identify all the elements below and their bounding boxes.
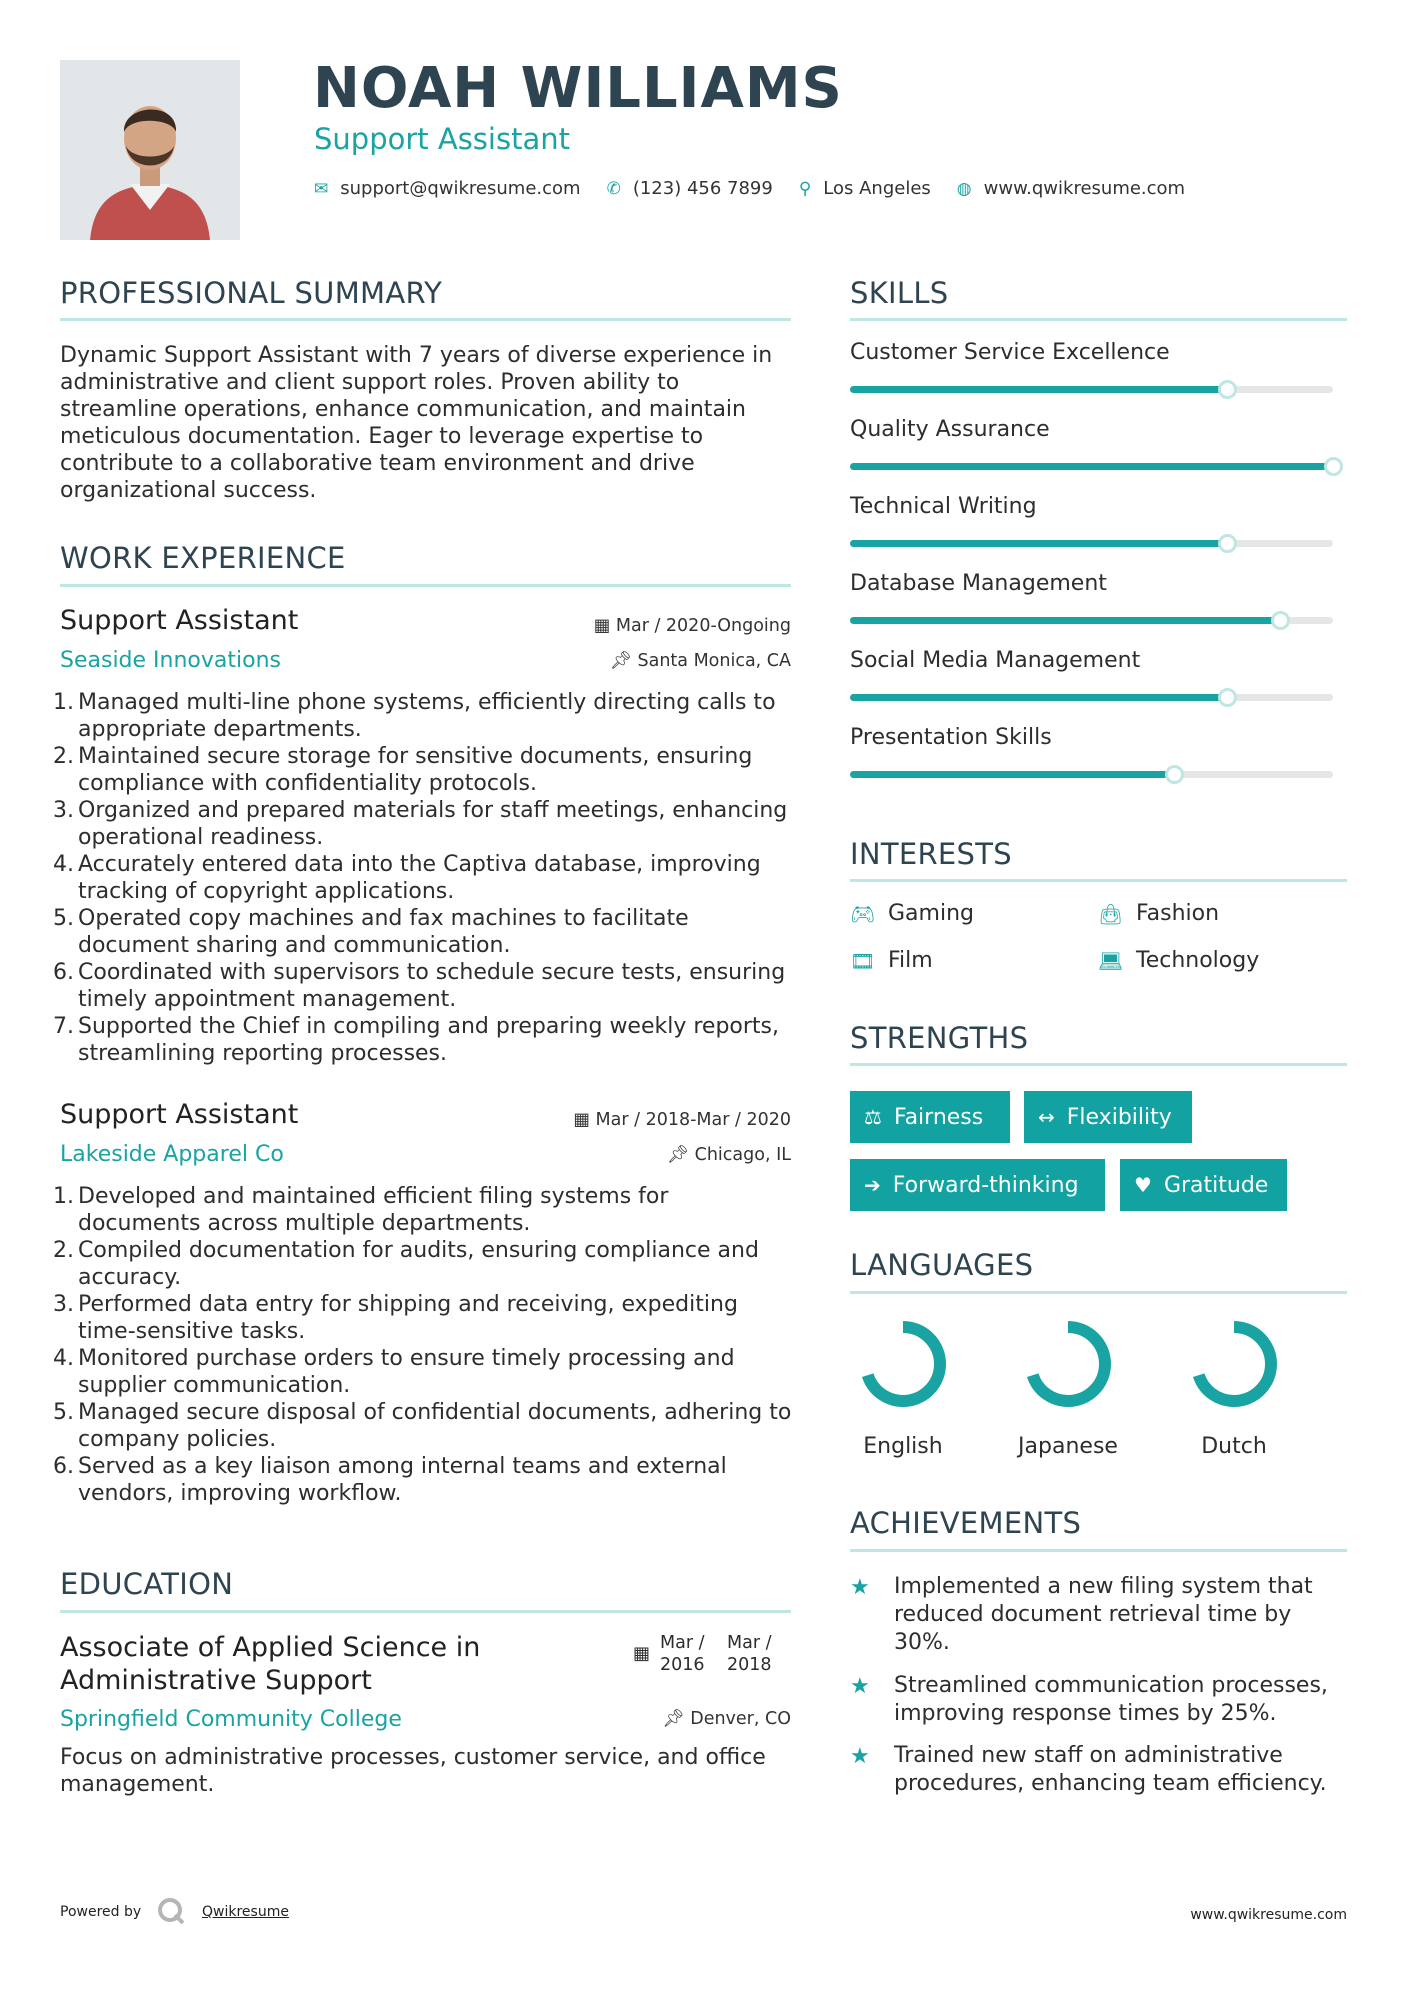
balance-scale-icon: ⚖ bbox=[864, 1105, 882, 1129]
footer-website[interactable]: www.qwikresume.com bbox=[1190, 1907, 1347, 1923]
language-name: Dutch bbox=[1201, 1434, 1267, 1459]
duty-item bbox=[53, 1183, 795, 1237]
interest-item: 🎞︎ Film bbox=[850, 948, 933, 973]
duty-number: 2. bbox=[53, 744, 74, 769]
experience-heading: WORK EXPERIENCE bbox=[60, 541, 346, 575]
strength-tag: ♥ Gratitude bbox=[1120, 1159, 1287, 1211]
achievement-item: ★ Implemented a new filing system that reduced document retrieval time by 30%. bbox=[850, 1574, 1313, 1655]
film-icon: 🎞︎ bbox=[850, 948, 876, 973]
skill-bar-track bbox=[850, 463, 1333, 470]
job-duties-list bbox=[53, 1183, 795, 1507]
skill-bar-fill bbox=[850, 463, 1333, 470]
skill-bar-fill bbox=[850, 771, 1174, 778]
job-location: 📌︎ Santa Monica, CA bbox=[609, 651, 791, 671]
summary-heading: PROFESSIONAL SUMMARY bbox=[60, 276, 443, 310]
duty-number: 6. bbox=[53, 1454, 74, 1479]
language-ring bbox=[1018, 1314, 1118, 1414]
skill-bar-knob bbox=[1165, 765, 1184, 784]
duty-item bbox=[53, 1237, 795, 1291]
qwikresume-logo-icon bbox=[156, 1896, 186, 1926]
strength-tag: ⚖ Fairness bbox=[850, 1091, 1010, 1143]
education-location: 📌︎ Denver, CO bbox=[662, 1709, 791, 1729]
duty-item bbox=[53, 1453, 795, 1507]
duty-text: Performed data entry for shipping and receiving, expediting time-sensitive tasks. bbox=[78, 1292, 738, 1344]
interest-item: 💻︎ Technology bbox=[1098, 948, 1260, 973]
shopping-bag-icon: 👜︎ bbox=[1098, 901, 1124, 926]
duty-item bbox=[53, 1345, 795, 1399]
skill-bar-track bbox=[850, 694, 1333, 701]
star-icon: ★ bbox=[850, 1674, 870, 1699]
laptop-icon: 💻︎ bbox=[1098, 948, 1124, 973]
duty-item bbox=[53, 905, 795, 959]
candidate-title: Support Assistant bbox=[314, 122, 570, 156]
skill-bar-knob bbox=[1218, 688, 1237, 707]
language-ring bbox=[1184, 1314, 1284, 1414]
duty-text: Managed multi-line phone systems, efficiently directing calls to appropriate departments. bbox=[78, 690, 776, 742]
duty-item bbox=[53, 689, 795, 743]
duty-text: Coordinated with supervisors to schedule secure tests, ensuring timely appointment management. bbox=[78, 960, 786, 1012]
duty-item bbox=[53, 1291, 795, 1345]
interests-divider bbox=[850, 879, 1347, 882]
skill-name: Technical Writing bbox=[850, 494, 1037, 519]
achievements-divider bbox=[850, 1549, 1347, 1552]
powered-by-label: Powered by bbox=[60, 1904, 142, 1920]
duty-number: 3. bbox=[53, 1292, 74, 1317]
duty-text: Supported the Chief in compiling and preparing weekly reports, streamlining reporting processes. bbox=[78, 1014, 780, 1066]
skill-bar-track bbox=[850, 386, 1333, 393]
strengths-divider bbox=[850, 1063, 1347, 1066]
contact-website[interactable]: www.qwikresume.com bbox=[983, 178, 1186, 199]
arrows-horizontal-icon: ↔ bbox=[1038, 1105, 1055, 1129]
arrow-right-icon: ➔ bbox=[864, 1173, 881, 1197]
skill-bar-track bbox=[850, 540, 1333, 547]
experience-divider bbox=[60, 584, 791, 587]
contact-phone[interactable]: (123) 456 7899 bbox=[632, 178, 773, 199]
map-marker-icon: ⚲ bbox=[798, 178, 812, 199]
candidate-name: NOAH WILLIAMS bbox=[313, 56, 843, 121]
job-company: Lakeside Apparel Co bbox=[60, 1142, 284, 1167]
phone-icon: ✆ bbox=[606, 178, 621, 199]
skill-name: Presentation Skills bbox=[850, 725, 1052, 750]
duty-number: 5. bbox=[53, 1400, 74, 1425]
skill-bar-track bbox=[850, 617, 1333, 624]
gamepad-icon: 🎮︎ bbox=[850, 901, 876, 926]
education-start-date: Mar / 2016 bbox=[660, 1633, 705, 1675]
skill-name: Database Management bbox=[850, 571, 1107, 596]
skills-divider bbox=[850, 318, 1347, 321]
education-heading: EDUCATION bbox=[60, 1567, 234, 1601]
education-end-date: Mar / 2018 bbox=[727, 1633, 772, 1675]
job-company: Seaside Innovations bbox=[60, 648, 281, 673]
profile-photo bbox=[60, 60, 240, 240]
skill-bar-fill bbox=[850, 386, 1227, 393]
skill-bar-fill bbox=[850, 540, 1227, 547]
duty-number: 2. bbox=[53, 1238, 74, 1263]
duty-number: 6. bbox=[53, 960, 74, 985]
duty-item bbox=[53, 1013, 795, 1067]
globe-icon: ◍ bbox=[956, 178, 972, 199]
skill-bar-knob bbox=[1218, 380, 1237, 399]
duty-number: 1. bbox=[53, 690, 74, 715]
language-ring bbox=[853, 1314, 953, 1414]
education-divider bbox=[60, 1610, 791, 1613]
duty-item bbox=[53, 743, 795, 797]
skill-bar-fill bbox=[850, 694, 1227, 701]
interest-item: 👜︎ Fashion bbox=[1098, 901, 1220, 926]
duty-text: Organized and prepared materials for staff meetings, enhancing operational readiness. bbox=[78, 798, 788, 850]
duty-item bbox=[53, 1399, 795, 1453]
job-dates: ▦ Mar / 2020-Ongoing bbox=[593, 616, 791, 636]
brand-link[interactable]: Qwikresume bbox=[202, 1904, 289, 1920]
duty-text: Compiled documentation for audits, ensuring compliance and accuracy. bbox=[78, 1238, 759, 1290]
envelope-icon: ✉ bbox=[314, 178, 329, 199]
skill-name: Quality Assurance bbox=[850, 417, 1050, 442]
skill-bar-knob bbox=[1218, 534, 1237, 553]
job-title: Support Assistant bbox=[60, 1099, 299, 1130]
duty-item bbox=[53, 851, 795, 905]
duty-text: Accurately entered data into the Captiva database, improving tracking of copyright applications. bbox=[78, 852, 761, 904]
calendar-icon: ▦ bbox=[573, 1110, 590, 1130]
duty-text: Developed and maintained efficient filing systems for documents across multiple departments. bbox=[78, 1184, 669, 1236]
degree-title: Associate of Applied Science in Administrative Support bbox=[60, 1632, 481, 1696]
heart-icon: ♥ bbox=[1134, 1173, 1152, 1197]
duty-number: 4. bbox=[53, 1346, 74, 1371]
contact-email[interactable]: support@qwikresume.com bbox=[340, 178, 581, 199]
duty-item bbox=[53, 959, 795, 1013]
strength-tag: ➔ Forward-thinking bbox=[850, 1159, 1105, 1211]
duty-number: 1. bbox=[53, 1184, 74, 1209]
language-name: Japanese bbox=[1018, 1434, 1118, 1459]
achievement-item: ★ Trained new staff on administrative procedures, enhancing team efficiency. bbox=[850, 1743, 1327, 1796]
skill-bar-track bbox=[850, 771, 1333, 778]
interest-item: 🎮︎ Gaming bbox=[850, 901, 974, 926]
interests-heading: INTERESTS bbox=[850, 837, 1012, 871]
duty-number: 5. bbox=[53, 906, 74, 931]
contact-bar bbox=[314, 178, 1211, 199]
achievement-item: ★ Streamlined communication processes, improving response times by 25%. bbox=[850, 1673, 1328, 1726]
skill-bar-knob bbox=[1271, 611, 1290, 630]
education-description: Focus on administrative processes, customer service, and office management. bbox=[60, 1745, 766, 1797]
skill-name: Customer Service Excellence bbox=[850, 340, 1170, 365]
star-icon: ★ bbox=[850, 1744, 870, 1769]
calendar-icon: ▦ bbox=[633, 1643, 651, 1664]
duty-text: Managed secure disposal of confidential documents, adhering to company policies. bbox=[78, 1400, 792, 1452]
languages-divider bbox=[850, 1291, 1347, 1294]
job-dates: ▦ Mar / 2018-Mar / 2020 bbox=[573, 1110, 791, 1130]
job-title: Support Assistant bbox=[60, 605, 299, 636]
achievements-heading: ACHIEVEMENTS bbox=[850, 1506, 1082, 1540]
job-duties-list bbox=[53, 689, 795, 1067]
person-silhouette-icon bbox=[60, 60, 240, 240]
language-name: English bbox=[863, 1434, 943, 1459]
pin-icon: 📌︎ bbox=[666, 1145, 690, 1165]
duty-number: 7. bbox=[53, 1014, 74, 1039]
calendar-icon: ▦ bbox=[593, 616, 611, 636]
duty-text: Served as a key liaison among internal teams and external vendors, improving workflow. bbox=[78, 1454, 727, 1506]
duty-item bbox=[53, 797, 795, 851]
pin-icon: 📌︎ bbox=[609, 651, 632, 671]
languages-heading: LANGUAGES bbox=[850, 1248, 1034, 1282]
skill-name: Social Media Management bbox=[850, 648, 1141, 673]
pin-icon: 📌︎ bbox=[662, 1709, 685, 1729]
contact-location: Los Angeles bbox=[823, 178, 931, 199]
job-location: 📌︎ Chicago, IL bbox=[666, 1145, 791, 1165]
skill-bar-fill bbox=[850, 617, 1280, 624]
skill-bar-knob bbox=[1324, 457, 1343, 476]
duty-text: Maintained secure storage for sensitive documents, ensuring compliance with confidentiality protocols. bbox=[78, 744, 753, 796]
summary-text: Dynamic Support Assistant with 7 years of diverse experience in administrative and client support roles. Proven ability to streamline operations, enhance communication, and maintain meticulous documentation. Eager to leverage expertise to contribute to a collaborative team environment and drive organizational success. bbox=[60, 343, 773, 503]
strengths-heading: STRENGTHS bbox=[850, 1021, 1029, 1055]
strength-tag: ↔ Flexibility bbox=[1024, 1091, 1192, 1143]
school-name: Springfield Community College bbox=[60, 1707, 402, 1732]
duty-text: Operated copy machines and fax machines to facilitate document sharing and communication. bbox=[78, 906, 689, 958]
summary-divider bbox=[60, 318, 791, 321]
skills-heading: SKILLS bbox=[850, 276, 949, 310]
duty-text: Monitored purchase orders to ensure timely processing and supplier communication. bbox=[78, 1346, 735, 1398]
star-icon: ★ bbox=[850, 1575, 870, 1600]
duty-number: 3. bbox=[53, 798, 74, 823]
duty-number: 4. bbox=[53, 852, 74, 877]
